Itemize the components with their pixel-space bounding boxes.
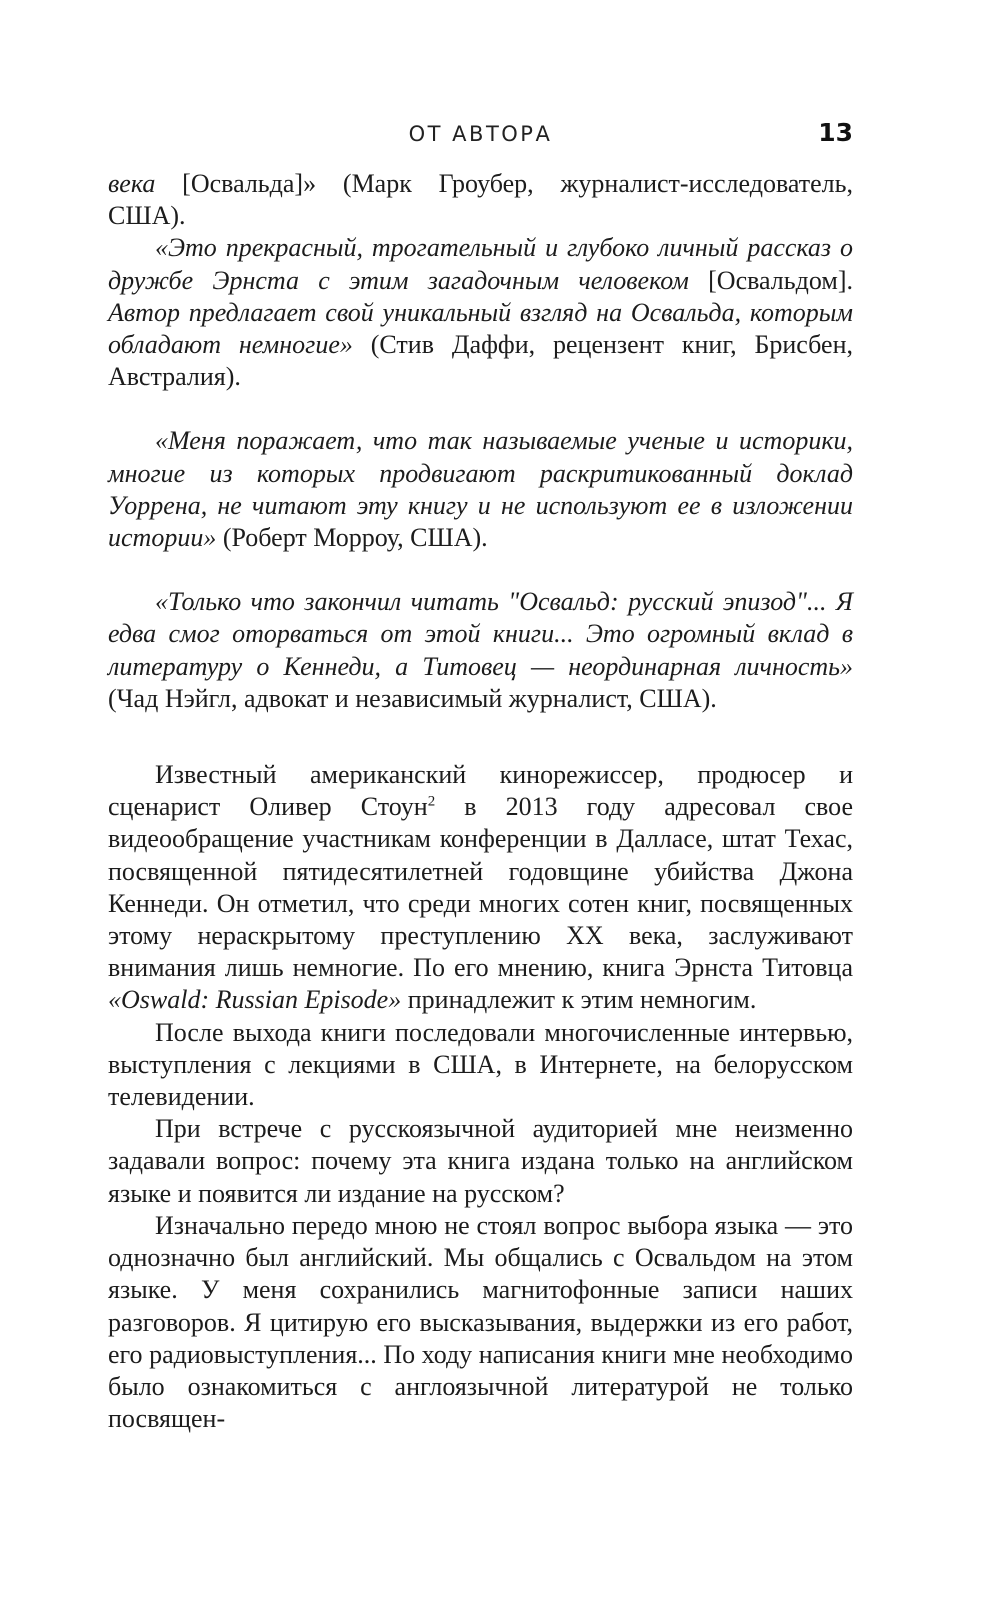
paragraph-1-text-c: принадлежит к этим немногим. [401,985,757,1015]
review-4-quote: «Только что закончил читать "Освальд: русский эпизод"... Я едва смог оторваться от этой книги... Это огромный вклад в литературу о Кеннеди, а Титовец — неординарная личность» [108,587,853,681]
page-body [108,168,853,1435]
page-number: 13 [818,118,853,147]
review-2-quote-b: Автор предлагает свой уникальный взгляд на Освальда, которым обладают немногие» [108,297,853,360]
review-3-quote: «Меня поражает, что так называемые ученые и историки, многие из которых продвигают раскритикованный доклад Уоррена, не читают эту книгу и не используют ее в изложении истории» [108,426,853,553]
review-4-attribution: (Чад Нэйгл, адвокат и независимый журналист, США). [108,683,717,713]
paragraph-1-text-b: в 2013 году адресовал свое видеообращение участникам конференции в Далласе, штат Техас, посвященной пятидесятилетней годовщине убийства Джона Кеннеди. Он отметил, что среди многих сотен книг, посвященных этому нераскрытому преступлению XX века, заслуживают внимания лишь немногие. По его мнению, книга Эрнста Титовца [108,792,853,983]
paragraph-2: После выхода книги последовали многочисленные интервью, выступления с лекциями в США, в Интернете, на белорусском телевидении. [108,1017,853,1112]
paragraph-1-text-a: Известный американский кинорежиссер, продюсер и сценарист Оливер Стоун [108,760,853,822]
footnote-marker: 2 [427,793,436,810]
review-2 [108,232,853,393]
review-3 [108,425,853,554]
review-4 [108,586,853,715]
paragraph-3: При встрече с русскоязычной аудиторией мне неизменно задавали вопрос: почему эта книга издана только на английском языке и появится ли издание на русском? [108,1114,853,1208]
review-1 [108,168,853,232]
review-2-insert: [Освальдом]. [688,265,853,295]
review-2-attribution: (Стив Даффи, рецензент книг, Брисбен, Австралия). [108,330,854,392]
review-3-attribution: (Роберт Морроу, США). [216,523,488,553]
book-title: «Oswald: Russian Episode» [108,985,402,1015]
running-head: ОТ АВТОРА [408,122,553,146]
review-2-quote-a: «Это прекрасный, трогательный и глубоко личный рассказ о дружбе Эрнста с этим загадочным человеком [108,233,853,295]
paragraph-1 [108,759,853,1017]
paragraph-4: Изначально передо мною не стоял вопрос выбора языка — это однозначно был английский. Мы общались с Освальдом на этом языке. У меня сохранились магнитофонные записи наших разговоров. Я цитирую его высказывания, выдержки из его работ, его радиовыступления... По ходу написания книги мне необходимо было ознакомиться с англоязычной литературой не только посвящен- [108,1210,853,1434]
review-1-attribution: [Освальда]» (Марк Гроубер, журналист-исследователь, США). [108,169,853,231]
page-header [108,118,853,154]
review-1-quote: века [108,169,156,198]
